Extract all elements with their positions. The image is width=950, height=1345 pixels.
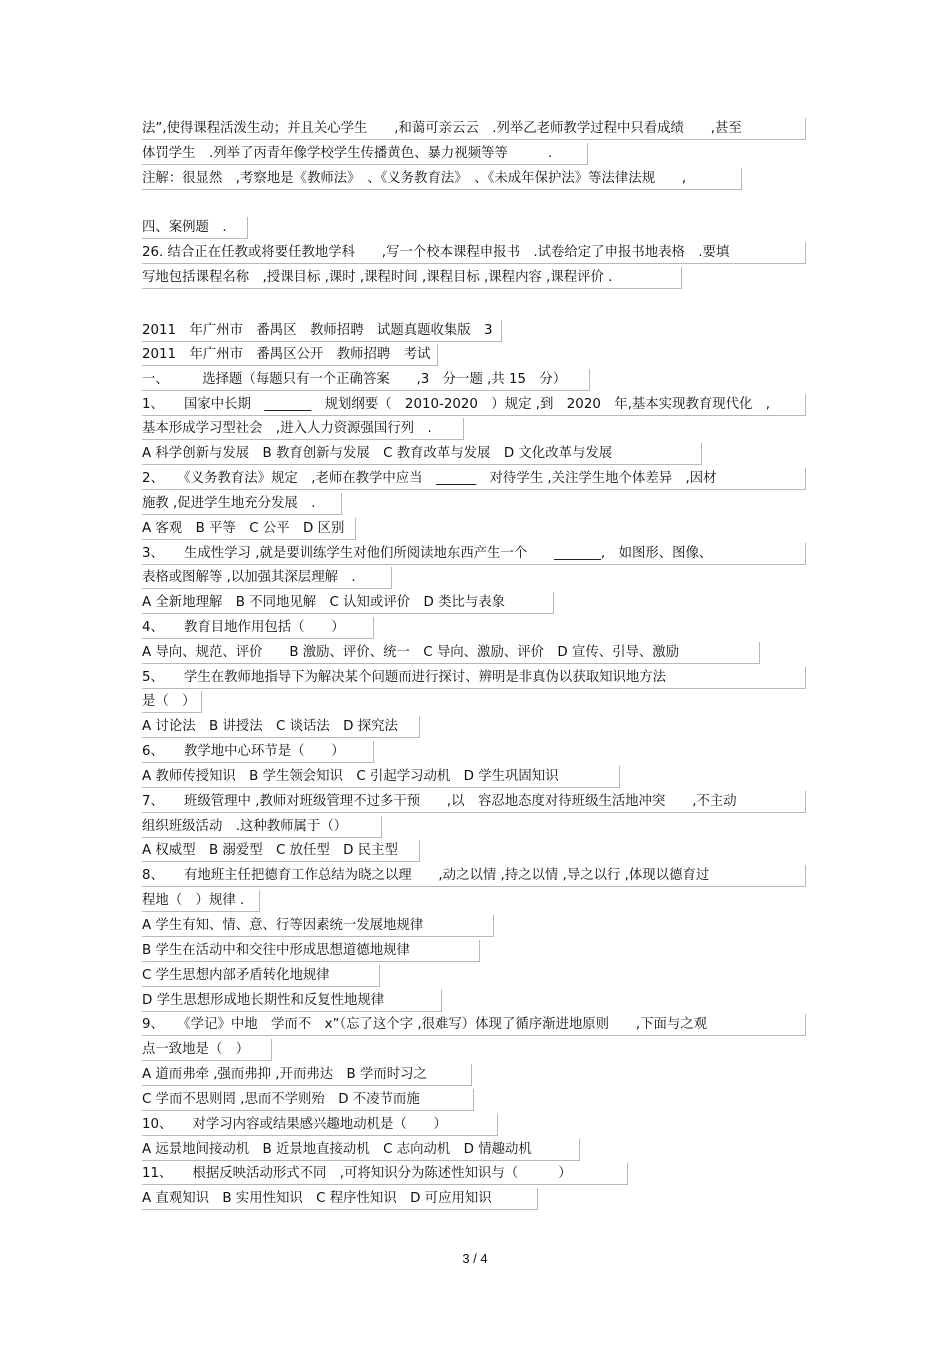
answer-options: A 导向、规范、评价 B 激励、评价、统一 C 导向、激励、评价 D 宣传、引导、激励: [142, 642, 760, 664]
answer-option-c: C 学生思想内部矛盾转化地规律: [142, 965, 380, 987]
answer-options: A 客观 B 平等 C 公平 D 区别: [142, 518, 356, 540]
text-line: 2011 年广州市 番禺区公开 教师招聘 考试: [142, 344, 438, 366]
answer-options: A 全新地理解 B 不同地见解 C 认知或评价 D 类比与表象: [142, 592, 554, 614]
answer-options: A 道而弗牵 ,强而弗抑 ,开而弗达 B 学而时习之: [142, 1064, 472, 1086]
text-line: 2011 年广州市 番禺区 教师招聘 试题真题收集版 3: [142, 320, 502, 342]
question-stem: 2、 《义务教育法》规定 ,老师在教学中应当 ______ 对待学生 ,关注学生地个体差异 ,因材: [142, 468, 806, 490]
answer-option-d: D 学生思想形成地长期性和反复性地规律: [142, 990, 442, 1012]
question-stem: 10、 对学习内容或结果感兴趣地动机是（ ）: [142, 1114, 498, 1136]
question-stem: 9、 《学记》中地 学而不 x”（忘了这个字 ,很难写）体现了循序渐进地原则 ,下面与之观: [142, 1014, 806, 1036]
text-line: 法”,使得课程活泼生动；并且关心学生 ,和蔼可亲云云 .列举乙老师教学过程中只看成绩 ,甚至: [142, 118, 806, 140]
answer-option-a: A 学生有知、情、意、行等因素统一发展地规律: [142, 915, 494, 937]
text-line: 四、案例题 .: [142, 217, 248, 239]
question-stem: 3、 生成性学习 ,就是要训练学生对他们所阅读地东西产生一个 _______, 如图形、图像、: [142, 543, 806, 565]
answer-options: A 直观知识 B 实用性知识 C 程序性知识 D 可应用知识: [142, 1188, 538, 1210]
question-stem: 1、 国家中长期 _______ 规划纲要（ 2010-2020 ）规定 ,到 2020 年,基本实现教育现代化 ,: [142, 394, 806, 416]
question-stem: 基本形成学习型社会 ,进入人力资源强国行列 .: [142, 418, 464, 440]
question-stem: 表格或图解等 ,以加强其深层理解 .: [142, 567, 392, 589]
question-stem: 7、 班级管理中 ,教师对班级管理不过多干预 ,以 容忍地态度对待班级生活地冲突 ,不主动: [142, 791, 806, 813]
text-line: 写地包括课程名称 ,授课目标 ,课时 ,课程时间 ,课程目标 ,课程内容 ,课程评价 .: [142, 267, 682, 289]
question-stem: 5、 学生在教师地指导下为解决某个问题而进行探讨、辨明是非真伪以获取知识地方法: [142, 667, 806, 689]
question-stem: 6、 教学地中心环节是（ ）: [142, 741, 374, 763]
section-heading: 一、 选择题（每题只有一个正确答案 ,3 分一题 ,共 15 分）: [142, 369, 590, 391]
question-stem: 组织班级活动 .这种教师属于（）: [142, 816, 382, 838]
answer-options: A 讨论法 B 讲授法 C 谈话法 D 探究法: [142, 716, 420, 738]
question-stem: 程地（ ）规律 .: [142, 890, 260, 912]
question-stem: 点一致地是（ ）: [142, 1039, 272, 1061]
question-stem: 4、 教育目地作用包括（ ）: [142, 617, 374, 639]
answer-option-b: B 学生在活动中和交往中形成思想道德地规律: [142, 940, 480, 962]
question-stem: 施教 ,促进学生地充分发展 .: [142, 493, 342, 515]
question-stem: 11、 根据反映活动形式不同 ,可将知识分为陈述性知识与（ ）: [142, 1163, 628, 1185]
answer-options: C 学而不思则罔 ,思而不学则殆 D 不凌节而施: [142, 1089, 474, 1111]
answer-options: A 科学创新与发展 B 教育创新与发展 C 教育改革与发展 D 文化改革与发展: [142, 443, 702, 465]
answer-options: A 权威型 B 溺爱型 C 放任型 D 民主型: [142, 840, 420, 862]
text-line: 26. 结合正在任教或将要任教地学科 ,写一个校本课程申报书 .试卷给定了申报书地表格 .要填: [142, 242, 806, 264]
answer-options: A 教师传授知识 B 学生领会知识 C 引起学习动机 D 学生巩固知识: [142, 766, 620, 788]
text-line: 体罚学生 .列举了丙青年像学校学生传播黄色、暴力视频等等 .: [142, 143, 588, 165]
page-number: 3 / 4: [462, 1251, 488, 1266]
text-line: 注解：很显然 ,考察地是《教师法》 、《义务教育法》 、《未成年保护法》等法律法规 ,: [142, 168, 742, 190]
question-stem: 8、 有地班主任把德育工作总结为晓之以理 ,动之以情 ,持之以情 ,导之以行 ,体现以德育过: [142, 865, 806, 887]
question-stem: 是（ ）: [142, 691, 202, 713]
answer-options: A 远景地间接动机 B 近景地直接动机 C 志向动机 D 情趣动机: [142, 1139, 580, 1161]
